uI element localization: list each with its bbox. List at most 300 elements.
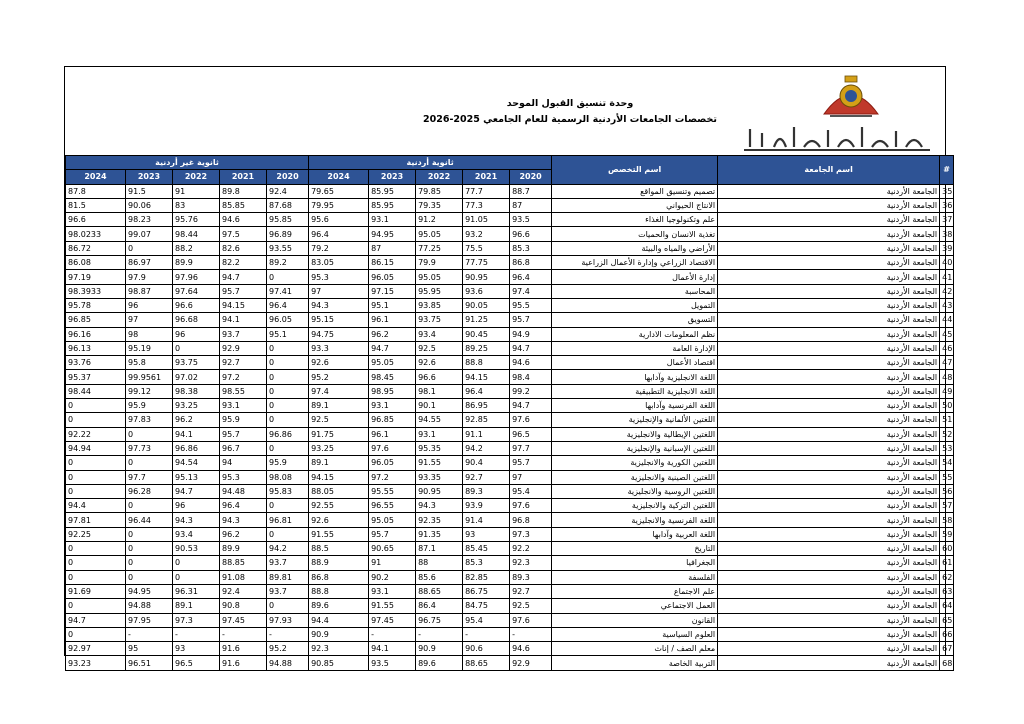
cell-jordan-score: 89.3 xyxy=(463,484,510,498)
cell-nonjordan-score: 93.25 xyxy=(173,399,220,413)
table-row xyxy=(66,556,954,570)
cell-nonjordan-score: 95.19 xyxy=(126,341,173,355)
cell-jordan-score: 88.9 xyxy=(309,556,369,570)
cell-jordan-score: 98.95 xyxy=(369,384,416,398)
cell-nonjordan-score: 82.2 xyxy=(220,256,267,270)
cell-major: التسويق xyxy=(552,313,718,327)
table-row xyxy=(66,399,954,413)
cell-major: اللغتين الصينية والانجليزية xyxy=(552,470,718,484)
table-row xyxy=(66,427,954,441)
cell-nonjordan-score: 0 xyxy=(267,370,309,384)
cell-jordan-score: 92.55 xyxy=(309,499,369,513)
cell-nonjordan-score: 92.9 xyxy=(220,341,267,355)
column-header-major: اسم التخصص xyxy=(552,156,718,185)
column-header-university: اسم الجامعة xyxy=(718,156,940,185)
year-header-jordan: 2024 xyxy=(309,170,369,184)
cell-nonjordan-score: 86.72 xyxy=(66,241,126,255)
cell-jordan-score: 94.4 xyxy=(309,613,369,627)
cell-nonjordan-score: - xyxy=(220,627,267,641)
cell-jordan-score: 88.65 xyxy=(463,656,510,670)
cell-jordan-score: 90.45 xyxy=(463,327,510,341)
cell-jordan-score: 82.85 xyxy=(463,570,510,584)
cell-jordan-score: 95.15 xyxy=(309,313,369,327)
cell-jordan-score: 96.4 xyxy=(510,270,552,284)
cell-jordan-score: 77.7 xyxy=(463,184,510,198)
cell-nonjordan-score: 96.2 xyxy=(173,413,220,427)
cell-nonjordan-score: 0 xyxy=(267,356,309,370)
cell-major: القانون xyxy=(552,613,718,627)
cell-major: اللغتين الألمانية والإنجليزية xyxy=(552,413,718,427)
cell-nonjordan-score: 97.64 xyxy=(173,284,220,298)
cell-nonjordan-score: 93 xyxy=(173,642,220,656)
cell-index: 68 xyxy=(940,656,954,670)
cell-nonjordan-score: 92.4 xyxy=(220,584,267,598)
cell-nonjordan-score: 92.4 xyxy=(267,184,309,198)
cell-university: الجامعة الأردنية xyxy=(718,584,940,598)
cell-nonjordan-score: 0 xyxy=(126,456,173,470)
cell-nonjordan-score: 90.8 xyxy=(220,599,267,613)
cell-nonjordan-score: 0 xyxy=(173,570,220,584)
cell-nonjordan-score: 95 xyxy=(126,642,173,656)
table-row xyxy=(66,627,954,641)
table-row xyxy=(66,584,954,598)
cell-jordan-score: 92.6 xyxy=(309,513,369,527)
cell-index: 62 xyxy=(940,570,954,584)
cell-index: 67 xyxy=(940,642,954,656)
cell-nonjordan-score: 0 xyxy=(126,556,173,570)
cell-major: اللغتين الكورية والانجليزية xyxy=(552,456,718,470)
ministry-text xyxy=(836,140,838,142)
table-row xyxy=(66,441,954,455)
cell-index: 58 xyxy=(940,513,954,527)
cell-nonjordan-score: 87.8 xyxy=(66,184,126,198)
cell-nonjordan-score: 97.83 xyxy=(126,413,173,427)
cell-jordan-score: 87 xyxy=(369,241,416,255)
cell-nonjordan-score: 96.7 xyxy=(220,441,267,455)
cell-jordan-score: 96.2 xyxy=(369,327,416,341)
cell-major: الأراضي والمياه والبيئة xyxy=(552,241,718,255)
cell-nonjordan-score: 94.3 xyxy=(173,513,220,527)
table-row xyxy=(66,213,954,227)
cell-jordan-score: 93.85 xyxy=(416,298,463,312)
cell-nonjordan-score: 93.76 xyxy=(66,356,126,370)
cell-nonjordan-score: 89.81 xyxy=(267,570,309,584)
cell-nonjordan-score: 96 xyxy=(126,298,173,312)
cell-jordan-score: 97.4 xyxy=(510,284,552,298)
document-header xyxy=(400,96,740,128)
table-row xyxy=(66,470,954,484)
cell-jordan-score: 92.2 xyxy=(510,542,552,556)
cell-jordan-score: 91.55 xyxy=(416,456,463,470)
cell-nonjordan-score: 96.89 xyxy=(267,227,309,241)
cell-nonjordan-score: 95.13 xyxy=(173,470,220,484)
cell-jordan-score: 93.5 xyxy=(510,213,552,227)
cell-jordan-score: 95.05 xyxy=(369,356,416,370)
cell-nonjordan-score: 0 xyxy=(267,413,309,427)
cell-jordan-score: 91.75 xyxy=(309,427,369,441)
cell-jordan-score: 88.05 xyxy=(309,484,369,498)
cell-jordan-score: 95.6 xyxy=(309,213,369,227)
cell-nonjordan-score: 99.07 xyxy=(126,227,173,241)
cell-jordan-score: 87 xyxy=(510,198,552,212)
cell-jordan-score: 88 xyxy=(416,556,463,570)
cell-university: الجامعة الأردنية xyxy=(718,327,940,341)
cell-jordan-score: 88.7 xyxy=(510,184,552,198)
cell-jordan-score: 94.6 xyxy=(510,356,552,370)
cell-index: 64 xyxy=(940,599,954,613)
cell-nonjordan-score: 96.4 xyxy=(220,499,267,513)
cell-major: اللغة الانجليزية وآدابها xyxy=(552,370,718,384)
cell-nonjordan-score: 92.25 xyxy=(66,527,126,541)
cell-nonjordan-score: 0 xyxy=(66,599,126,613)
cell-index: 43 xyxy=(940,298,954,312)
cell-nonjordan-score: 95.7 xyxy=(220,284,267,298)
cell-nonjordan-score: 96.85 xyxy=(66,313,126,327)
table-row xyxy=(66,656,954,670)
cell-nonjordan-score: 94 xyxy=(220,456,267,470)
cell-index: 57 xyxy=(940,499,954,513)
cell-jordan-score: 93.1 xyxy=(369,399,416,413)
cell-nonjordan-score: 95.9 xyxy=(220,413,267,427)
cell-nonjordan-score: 95.8 xyxy=(126,356,173,370)
cell-university: الجامعة الأردنية xyxy=(718,484,940,498)
cell-nonjordan-score: 0 xyxy=(267,599,309,613)
cell-nonjordan-score: 96.4 xyxy=(267,298,309,312)
cell-jordan-score: 93.9 xyxy=(463,499,510,513)
cell-nonjordan-score: 0 xyxy=(267,384,309,398)
cell-jordan-score: 77.3 xyxy=(463,198,510,212)
cell-major: اللغة العربية وآدابها xyxy=(552,527,718,541)
table-row xyxy=(66,599,954,613)
cell-nonjordan-score: 98.44 xyxy=(173,227,220,241)
cell-nonjordan-score: 81.5 xyxy=(66,198,126,212)
cell-jordan-score: 75.5 xyxy=(463,241,510,255)
cell-jordan-score: 97.4 xyxy=(309,384,369,398)
cell-jordan-score: 95.2 xyxy=(309,370,369,384)
cell-major: اللغة الفرنسية والانجليزية xyxy=(552,513,718,527)
cell-jordan-score: 94.9 xyxy=(510,327,552,341)
cell-jordan-score: 93.3 xyxy=(309,341,369,355)
cell-jordan-score: 94.7 xyxy=(510,341,552,355)
cell-university: الجامعة الأردنية xyxy=(718,256,940,270)
cell-nonjordan-score: 97.93 xyxy=(267,613,309,627)
cell-university: الجامعة الأردنية xyxy=(718,284,940,298)
year-header-nonjordan: 2020 xyxy=(267,170,309,184)
cell-university: الجامعة الأردنية xyxy=(718,499,940,513)
cell-nonjordan-score: 0 xyxy=(126,542,173,556)
cell-major: العمل الاجتماعي xyxy=(552,599,718,613)
table-row xyxy=(66,542,954,556)
cell-nonjordan-score: 0 xyxy=(267,341,309,355)
cell-jordan-score: 97.6 xyxy=(510,613,552,627)
table-row xyxy=(66,270,954,284)
cell-jordan-score: 85.3 xyxy=(510,241,552,255)
cell-jordan-score: 79.95 xyxy=(309,198,369,212)
cell-index: 51 xyxy=(940,413,954,427)
cell-jordan-score: 95.95 xyxy=(416,284,463,298)
cell-index: 40 xyxy=(940,256,954,270)
cell-jordan-score: 93.75 xyxy=(416,313,463,327)
cell-nonjordan-score: 94.6 xyxy=(220,213,267,227)
cell-university: الجامعة الأردنية xyxy=(718,298,940,312)
cell-major: الاقتصاد الزراعي وإدارة الأعمال الزراعية xyxy=(552,256,718,270)
cell-index: 47 xyxy=(940,356,954,370)
year-header-nonjordan: 2021 xyxy=(220,170,267,184)
cell-jordan-score: 90.4 xyxy=(463,456,510,470)
cell-nonjordan-score: 96.51 xyxy=(126,656,173,670)
cell-nonjordan-score: 0 xyxy=(173,341,220,355)
cell-jordan-score: 95.1 xyxy=(369,298,416,312)
cell-nonjordan-score: 0 xyxy=(66,470,126,484)
cell-jordan-score: 92.9 xyxy=(510,656,552,670)
cell-nonjordan-score: 95.2 xyxy=(267,642,309,656)
header-line-2: تخصصات الجامعات الأردنية الرسمية للعام الجامعي 2025-2026 xyxy=(423,114,717,125)
table-row xyxy=(66,241,954,255)
cell-jordan-score: 97.15 xyxy=(369,284,416,298)
cell-nonjordan-score: 96.2 xyxy=(220,527,267,541)
table-row xyxy=(66,356,954,370)
cell-jordan-score: 95.7 xyxy=(510,313,552,327)
cell-nonjordan-score: 97.02 xyxy=(173,370,220,384)
cell-jordan-score: 89.1 xyxy=(309,399,369,413)
cell-university: الجامعة الأردنية xyxy=(718,270,940,284)
cell-jordan-score: 92.7 xyxy=(510,584,552,598)
cell-index: 36 xyxy=(940,198,954,212)
cell-nonjordan-score: 94.3 xyxy=(220,513,267,527)
cell-university: الجامعة الأردنية xyxy=(718,613,940,627)
cell-nonjordan-score: 96.31 xyxy=(173,584,220,598)
cell-nonjordan-score: - xyxy=(126,627,173,641)
cell-nonjordan-score: 0 xyxy=(66,399,126,413)
cell-nonjordan-score: 0 xyxy=(66,413,126,427)
column-header-index: # xyxy=(940,156,954,185)
table-row xyxy=(66,384,954,398)
cell-nonjordan-score: 96.05 xyxy=(267,313,309,327)
cell-index: 48 xyxy=(940,370,954,384)
cell-nonjordan-score: 97.5 xyxy=(220,227,267,241)
cell-jordan-score: 85.3 xyxy=(463,556,510,570)
cell-nonjordan-score: 94.48 xyxy=(220,484,267,498)
cell-nonjordan-score: 91.5 xyxy=(126,184,173,198)
cell-jordan-score: 93.2 xyxy=(463,227,510,241)
cell-jordan-score: 79.65 xyxy=(309,184,369,198)
cell-nonjordan-score: 88.2 xyxy=(173,241,220,255)
cell-nonjordan-score: 93.7 xyxy=(220,327,267,341)
table-row xyxy=(66,642,954,656)
cell-nonjordan-score: 0 xyxy=(66,484,126,498)
cell-university: الجامعة الأردنية xyxy=(718,313,940,327)
cell-nonjordan-score: 92.7 xyxy=(220,356,267,370)
cell-jordan-score: 85.45 xyxy=(463,542,510,556)
cell-jordan-score: 91.55 xyxy=(309,527,369,541)
table-row xyxy=(66,184,954,198)
group-header-nonjordan: ثانوية غير أردنية xyxy=(66,156,309,170)
cell-university: الجامعة الأردنية xyxy=(718,184,940,198)
cell-jordan-score: 90.9 xyxy=(416,642,463,656)
cell-nonjordan-score: 98.44 xyxy=(66,384,126,398)
cell-university: الجامعة الأردنية xyxy=(718,570,940,584)
cell-jordan-score: 79.9 xyxy=(416,256,463,270)
cell-jordan-score: 96.6 xyxy=(416,370,463,384)
cell-jordan-score: 94.75 xyxy=(309,327,369,341)
cell-nonjordan-score: 88.85 xyxy=(220,556,267,570)
cell-jordan-score: 86.95 xyxy=(463,399,510,413)
cell-university: الجامعة الأردنية xyxy=(718,556,940,570)
cell-university: الجامعة الأردنية xyxy=(718,413,940,427)
cell-jordan-score: 95.05 xyxy=(416,270,463,284)
cell-university: الجامعة الأردنية xyxy=(718,642,940,656)
cell-jordan-score: 88.65 xyxy=(416,584,463,598)
cell-university: الجامعة الأردنية xyxy=(718,341,940,355)
cell-jordan-score: 91.2 xyxy=(416,213,463,227)
cell-jordan-score: 93.5 xyxy=(369,656,416,670)
cell-university: الجامعة الأردنية xyxy=(718,427,940,441)
table-row xyxy=(66,198,954,212)
cell-jordan-score: 97.6 xyxy=(369,441,416,455)
cell-jordan-score: 86.8 xyxy=(309,570,369,584)
cell-jordan-score: 90.1 xyxy=(416,399,463,413)
cell-jordan-score: 88.5 xyxy=(309,542,369,556)
year-header-jordan: 2023 xyxy=(369,170,416,184)
cell-nonjordan-score: 97.45 xyxy=(220,613,267,627)
cell-nonjordan-score: 94.88 xyxy=(267,656,309,670)
cell-index: 45 xyxy=(940,327,954,341)
cell-nonjordan-score: 94.7 xyxy=(173,484,220,498)
cell-major: تصميم وتنسيق المواقع xyxy=(552,184,718,198)
cell-jordan-score: 92.7 xyxy=(463,470,510,484)
cell-major: اللغتين الإسبانية والإنجليزية xyxy=(552,441,718,455)
cell-jordan-score: 96.55 xyxy=(369,499,416,513)
cell-jordan-score: 92.3 xyxy=(510,556,552,570)
cell-nonjordan-score: 94.54 xyxy=(173,456,220,470)
cell-nonjordan-score: 95.76 xyxy=(173,213,220,227)
table-row xyxy=(66,327,954,341)
cell-nonjordan-score: 99.12 xyxy=(126,384,173,398)
cell-nonjordan-score: 96 xyxy=(173,327,220,341)
table-row xyxy=(66,256,954,270)
cell-index: 66 xyxy=(940,627,954,641)
cell-jordan-score: 86.8 xyxy=(510,256,552,270)
cell-nonjordan-score: 94.4 xyxy=(66,499,126,513)
cell-university: الجامعة الأردنية xyxy=(718,370,940,384)
cell-jordan-score: 89.6 xyxy=(309,599,369,613)
cell-index: 44 xyxy=(940,313,954,327)
cell-index: 52 xyxy=(940,427,954,441)
table-row xyxy=(66,284,954,298)
cell-nonjordan-score: 0 xyxy=(173,556,220,570)
cell-nonjordan-score: 98.3933 xyxy=(66,284,126,298)
cell-jordan-score: 79.2 xyxy=(309,241,369,255)
cell-university: الجامعة الأردنية xyxy=(718,227,940,241)
cell-nonjordan-score: 0 xyxy=(66,570,126,584)
table-row xyxy=(66,341,954,355)
cell-university: الجامعة الأردنية xyxy=(718,599,940,613)
cell-nonjordan-score: 96.28 xyxy=(126,484,173,498)
cell-major: اللغتين التركية والانجليزية xyxy=(552,499,718,513)
cell-jordan-score: - xyxy=(369,627,416,641)
cell-nonjordan-score: 98 xyxy=(126,327,173,341)
cell-index: 46 xyxy=(940,341,954,355)
cell-jordan-score: 83.05 xyxy=(309,256,369,270)
year-header-jordan: 2021 xyxy=(463,170,510,184)
cell-jordan-score: 92.85 xyxy=(463,413,510,427)
cell-jordan-score: 91.35 xyxy=(416,527,463,541)
cell-jordan-score: 92.6 xyxy=(416,356,463,370)
cell-jordan-score: 89.1 xyxy=(309,456,369,470)
table-row xyxy=(66,499,954,513)
cell-nonjordan-score: 94.94 xyxy=(66,441,126,455)
cell-jordan-score: 92.3 xyxy=(309,642,369,656)
cell-nonjordan-score: 93.75 xyxy=(173,356,220,370)
cell-nonjordan-score: 95.9 xyxy=(126,399,173,413)
cell-jordan-score: 97.3 xyxy=(510,527,552,541)
cell-major: العلوم السياسية xyxy=(552,627,718,641)
cell-nonjordan-score: 96.5 xyxy=(173,656,220,670)
cell-nonjordan-score: 0 xyxy=(267,399,309,413)
cell-nonjordan-score: 97.41 xyxy=(267,284,309,298)
cell-nonjordan-score: 89.8 xyxy=(220,184,267,198)
cell-jordan-score: 96.4 xyxy=(463,384,510,398)
cell-jordan-score: 89.6 xyxy=(416,656,463,670)
cell-jordan-score: 94.2 xyxy=(463,441,510,455)
cell-nonjordan-score: 96.86 xyxy=(173,441,220,455)
cell-jordan-score: 90.65 xyxy=(369,542,416,556)
cell-jordan-score: 97.7 xyxy=(510,441,552,455)
year-header-nonjordan: 2023 xyxy=(126,170,173,184)
cell-jordan-score: 91.4 xyxy=(463,513,510,527)
cell-nonjordan-score: 0 xyxy=(267,527,309,541)
cell-nonjordan-score: 94.2 xyxy=(267,542,309,556)
cell-jordan-score: 94.3 xyxy=(416,499,463,513)
cell-jordan-score: 95.7 xyxy=(369,527,416,541)
cell-major: التربية الخاصة xyxy=(552,656,718,670)
majors-table xyxy=(65,155,954,671)
cell-jordan-score: 95.05 xyxy=(416,227,463,241)
cell-nonjordan-score: 96.16 xyxy=(66,327,126,341)
cell-jordan-score: - xyxy=(510,627,552,641)
cell-index: 35 xyxy=(940,184,954,198)
cell-jordan-score: 96.8 xyxy=(510,513,552,527)
cell-nonjordan-score: 0 xyxy=(126,527,173,541)
cell-jordan-score: 99.2 xyxy=(510,384,552,398)
cell-nonjordan-score: 94.15 xyxy=(220,298,267,312)
cell-major: تغذية الانسان والحميات xyxy=(552,227,718,241)
cell-index: 42 xyxy=(940,284,954,298)
cell-jordan-score: 86.4 xyxy=(416,599,463,613)
cell-jordan-score: 94.7 xyxy=(510,399,552,413)
cell-jordan-score: 92.5 xyxy=(510,599,552,613)
cell-nonjordan-score: 86.08 xyxy=(66,256,126,270)
table-row xyxy=(66,298,954,312)
cell-jordan-score: 95.4 xyxy=(463,613,510,627)
cell-jordan-score: 95.7 xyxy=(510,456,552,470)
cell-nonjordan-score: 95.9 xyxy=(267,456,309,470)
table-row xyxy=(66,456,954,470)
cell-jordan-score: 85.6 xyxy=(416,570,463,584)
cell-nonjordan-score: 96.6 xyxy=(66,213,126,227)
cell-nonjordan-score: 93.1 xyxy=(220,399,267,413)
cell-jordan-score: 86.15 xyxy=(369,256,416,270)
cell-jordan-score: 97.45 xyxy=(369,613,416,627)
cell-nonjordan-score: 95.3 xyxy=(220,470,267,484)
cell-nonjordan-score: 96.13 xyxy=(66,341,126,355)
cell-nonjordan-score: 96.68 xyxy=(173,313,220,327)
cell-nonjordan-score: 98.55 xyxy=(220,384,267,398)
cell-jordan-score: 95.5 xyxy=(510,298,552,312)
cell-nonjordan-score: 93.7 xyxy=(267,556,309,570)
cell-jordan-score: 96.1 xyxy=(369,313,416,327)
cell-nonjordan-score: 95.78 xyxy=(66,298,126,312)
